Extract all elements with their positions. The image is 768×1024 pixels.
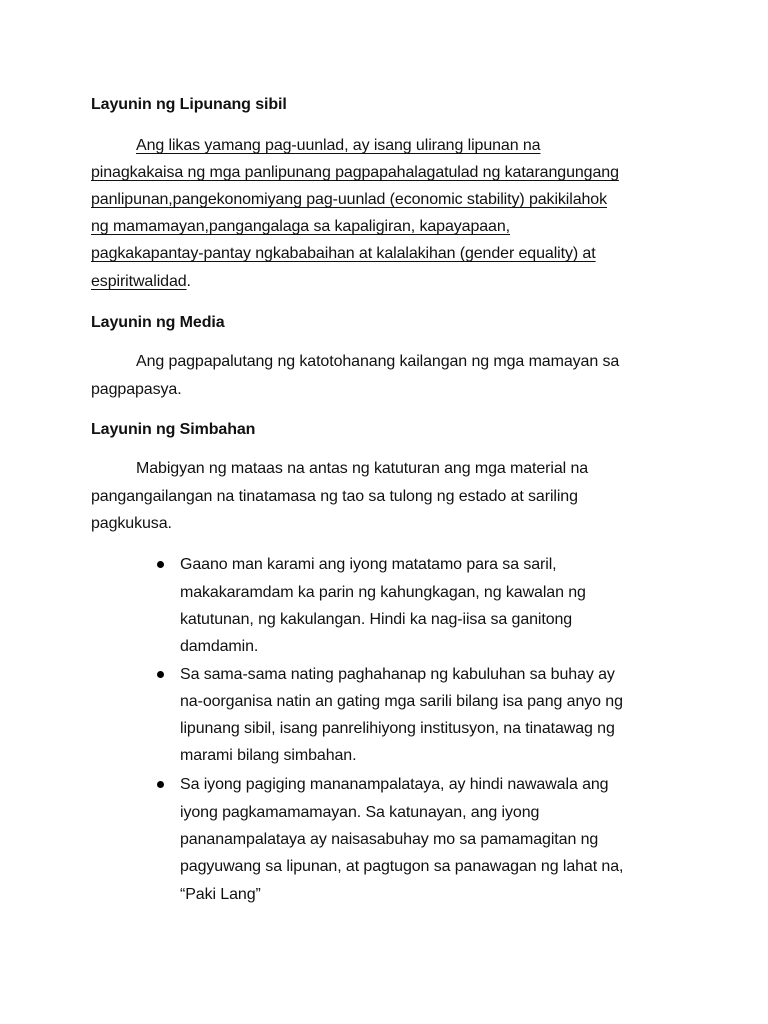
section-heading-lipunang-sibil: Layunin ng Lipunang sibil xyxy=(91,96,287,113)
bullet-line: marami bilang simbahan. xyxy=(180,747,357,764)
paragraph-line: Ang pagpapalutang ng katotohanang kailangan ng mga mamayan sa xyxy=(136,353,620,370)
bullet-dot-icon xyxy=(157,561,164,568)
bullet-line: Sa sama-sama nating paghahanap ng kabuluhan sa buhay ay xyxy=(180,666,615,683)
bullet-line: pagyuwang sa lipunan, at pagtugon sa panawagan ng lahat na, xyxy=(180,858,624,875)
paragraph-line: pagkakapantay-pantay ngkababaihan at kalalakihan (gender equality) at xyxy=(91,245,596,262)
bullet-line: lipunang sibil, isang panrelihiyong institusyon, na tinatawag ng xyxy=(180,720,615,737)
paragraph-line: pagpapasya. xyxy=(91,381,182,398)
bullet-dot-icon xyxy=(157,671,164,678)
bullet-line: damdamin. xyxy=(180,638,259,655)
section-heading-media: Layunin ng Media xyxy=(91,314,225,331)
paragraph-line: pangangailangan na tinatamasa ng tao sa tulong ng estado at sariling xyxy=(91,488,578,505)
bullet-line: Gaano man karami ang iyong matatamo para sa saril, xyxy=(180,556,557,573)
bullet-line: katutunan, ng kakulangan. Hindi ka nag-iisa sa ganitong xyxy=(180,611,573,628)
bullet-line: Sa iyong pagiging mananampalataya, ay hindi nawawala ang xyxy=(180,776,609,793)
bullet-line: makakaramdam ka parin ng kahungkagan, ng kawalan ng xyxy=(180,584,586,601)
bullet-dot-icon xyxy=(157,781,164,788)
paragraph-line: pagkukusa. xyxy=(91,515,172,532)
paragraph-line: Ang likas yamang pag-uunlad, ay isang ulirang lipunan na xyxy=(136,137,541,154)
bullet-line: “Paki Lang” xyxy=(180,886,261,903)
bullet-line: pananampalataya ay naisasabuhay mo sa pamamagitan ng xyxy=(180,831,599,848)
paragraph-line: panlipunan,pangekonomiyang pag-uunlad (economic stability) pakikilahok xyxy=(91,191,608,208)
paragraph-line: Mabigyan ng mataas na antas ng katuturan ang mga material na xyxy=(136,460,589,477)
paragraph-line: ng mamamayan,pangangalaga sa kapaligiran, kapayapaan, xyxy=(91,218,510,235)
paragraph-last-line xyxy=(91,272,191,292)
paragraph-line: espiritwalidad xyxy=(91,273,187,290)
paragraph-line: pinagkakaisa ng mga panlipunang pagpapahalagatulad ng katarangungang xyxy=(91,164,619,181)
bullet-line: na-oorganisa natin an gating mga sarili bilang isa pang anyo ng xyxy=(180,693,623,710)
paragraph-period: . xyxy=(186,273,191,290)
bullet-line: iyong pagkamamamayan. Sa katunayan, ang iyong xyxy=(180,804,540,821)
section-heading-simbahan: Layunin ng Simbahan xyxy=(91,421,256,438)
